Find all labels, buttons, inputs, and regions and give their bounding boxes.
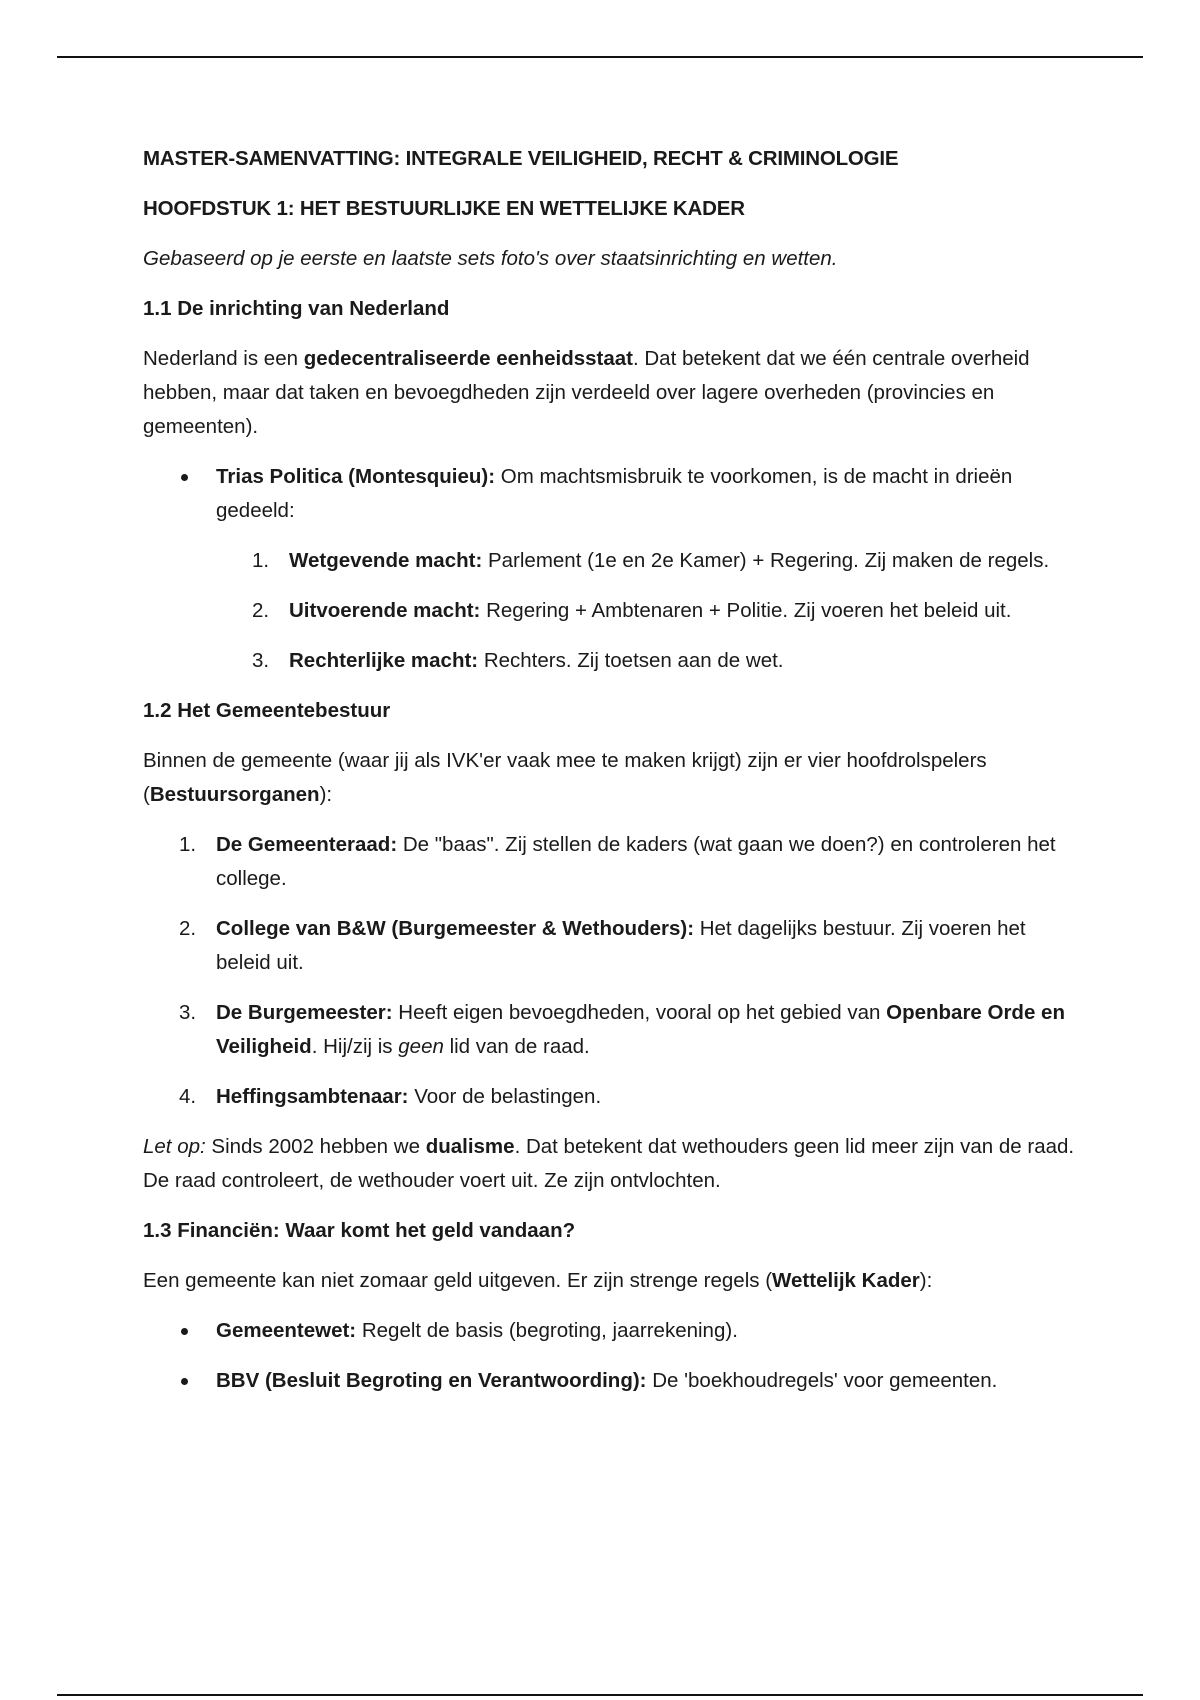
section-heading-1-3: 1.3 Financiën: Waar komt het geld vandaan? <box>143 1219 576 1242</box>
document-title: MASTER-SAMENVATTING: INTEGRALE VEILIGHEID, RECHT & CRIMINOLOGIE <box>143 147 899 170</box>
list-item: 3. Rechterlijke macht: Rechters. Zij toetsen aan de wet. <box>252 649 784 672</box>
list-item: 4. Heffingsambtenaar: Voor de belastingen. <box>179 1085 602 1108</box>
list-item: 1. De Gemeenteraad: De "baas". Zij stellen de kaders (wat gaan we doen?) en controleren het college. <box>179 833 1056 890</box>
section-heading-1-2: 1.2 Het Gemeentebestuur <box>143 699 391 722</box>
list-item: BBV (Besluit Begroting en Verantwoording): De 'boekhoudregels' voor gemeenten. <box>143 1364 1083 1398</box>
wettelijk-kader-list <box>143 1314 1083 1398</box>
chapter-heading: HOOFDSTUK 1: HET BESTUURLIJKE EN WETTELIJKE KADER <box>143 197 745 220</box>
intro-text: Gebaseerd op je eerste en laatste sets foto's over staatsinrichting en wetten. <box>143 247 838 270</box>
trias-list <box>143 460 1083 678</box>
list-item: 2. Uitvoerende macht: Regering + Ambtenaren + Politie. Zij voeren het beleid uit. <box>252 599 1012 622</box>
list-item: 2. College van B&W (Burgemeester & Wethouders): Het dagelijks bestuur. Zij voeren het beleid uit. <box>179 917 1026 974</box>
list-item: Gemeentewet: Regelt de basis (begroting, jaarrekening). <box>143 1314 1083 1348</box>
note-dualisme: Let op: Sinds 2002 hebben we dualisme. Dat betekent dat wethouders geen lid meer zijn van de raad. De raad controleert, de wethouder voert uit. Ze zijn ontvlochten. <box>143 1135 1075 1192</box>
paragraph-financien: Een gemeente kan niet zomaar geld uitgeven. Er zijn strenge regels (Wettelijk Kader): <box>143 1269 933 1292</box>
section-heading-1-1: 1.1 De inrichting van Nederland <box>143 297 450 320</box>
bullet-icon <box>181 1328 188 1335</box>
bullet-icon <box>181 1378 188 1385</box>
bullet-icon <box>181 474 188 481</box>
document-page <box>143 142 1083 1414</box>
bestuursorganen-list <box>143 828 1083 1114</box>
list-item: 1. Wetgevende macht: Parlement (1e en 2e Kamer) + Regering. Zij maken de regels. <box>252 549 1050 572</box>
powers-list <box>216 544 1083 678</box>
list-item: 3. De Burgemeester: Heeft eigen bevoegdheden, vooral op het gebied van Openbare Orde en Veiligheid. Hij/zij is geen lid van de raad. <box>179 1001 1065 1058</box>
top-rule <box>57 56 1143 58</box>
paragraph-gemeente: Binnen de gemeente (waar jij als IVK'er vaak mee te maken krijgt) zijn er vier hoofdrolspelers (Bestuursorganen): <box>143 749 987 806</box>
list-item: Trias Politica (Montesquieu): Om machtsmisbruik te voorkomen, is de macht in drieën gedeeld: 1. Wetgevende macht: Parlement (1e en 2e Kamer) + Regering. Zij maken de regels. 2. Uitvoerende macht: Regering + Ambtenaren + Politie. Zij voeren het beleid uit. 3. Rechterlijke macht: Rechters. Zij toetsen aan de wet. <box>143 460 1083 678</box>
paragraph-inrichting: Nederland is een gedecentraliseerde eenheidsstaat. Dat betekent dat we één centrale overheid hebben, maar dat taken en bevoegdheden zijn verdeeld over lagere overheden (provincies en gemeenten). <box>143 347 1030 438</box>
bottom-rule <box>57 1694 1143 1696</box>
